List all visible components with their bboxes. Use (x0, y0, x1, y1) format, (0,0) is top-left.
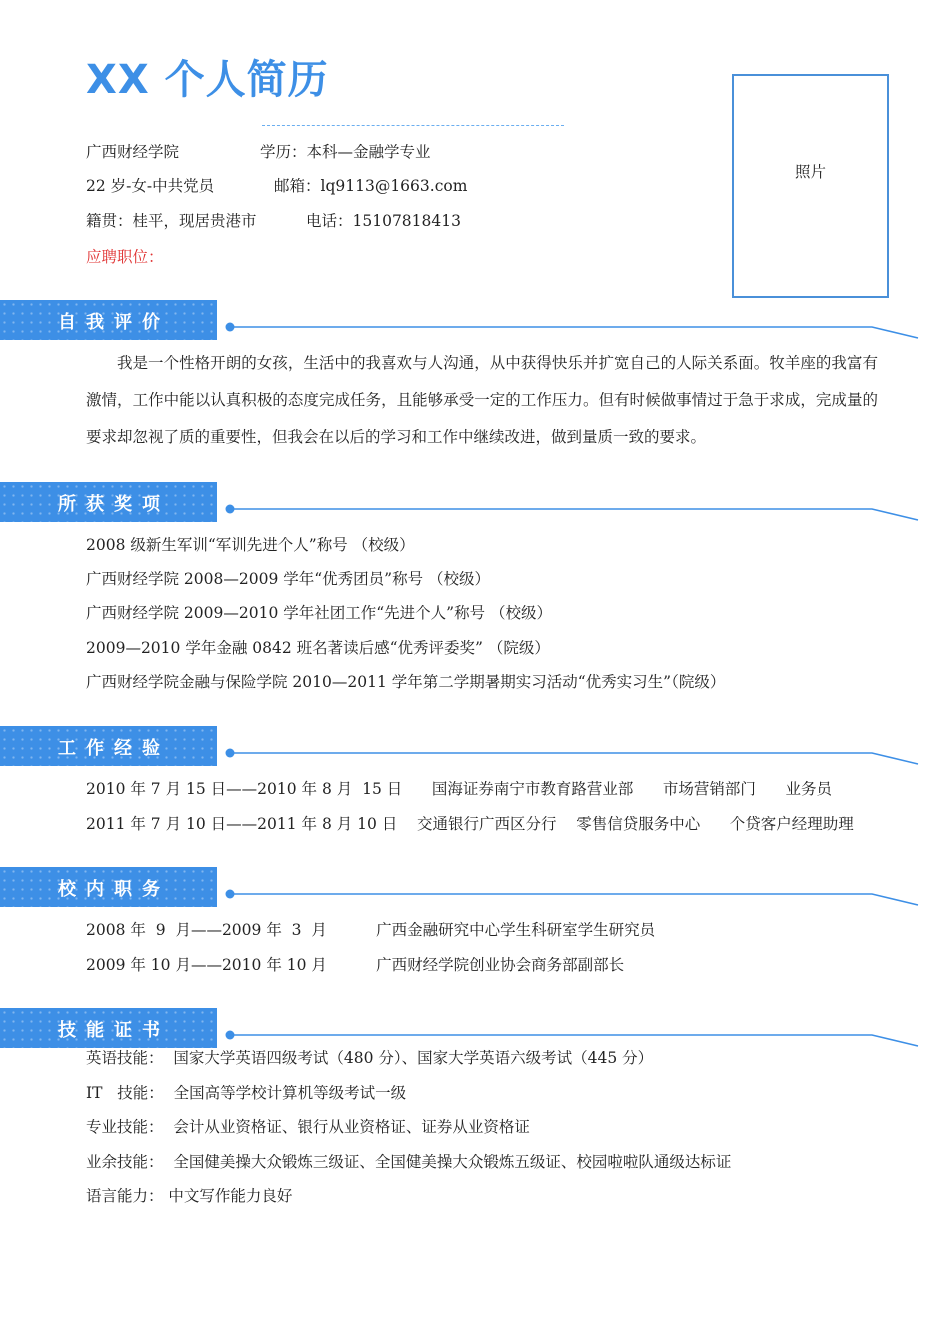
list-item: 广西财经学院 2008—2009 学年“优秀团员”称号 （校级） (86, 570, 491, 588)
self-eval-paragraph: 我是一个性格开朗的女孩，生活中的我喜欢与人沟通，从中获得快乐并扩宽自己的人际关系面。牧羊座的我富有激情，工作中能以认真积极的态度完成任务，且能够承受一定的工作压力。但有时候做事情过于急于求成，完成量的要求却忽视了质的重要性，但我会在以后的学习和工作中继续改进，做到量质一致的要求。 (86, 354, 878, 446)
section-title: 工作经验 (58, 738, 170, 759)
list-item: 2011 年 7 月 10 日——2011 年 8 月 10 日 交通银行广西区分行 零售信贷服务中心 个贷客户经理助理 (86, 815, 854, 833)
section-header-skills (0, 1008, 217, 1048)
list-item: 专业技能： 会计从业资格证、银行从业资格证、证券从业资格证 (86, 1118, 530, 1136)
list-item: 2010 年 7 月 15 日——2010 年 8 月 15 日 国海证券南宁市教育路营业部 市场营销部门 业务员 (86, 780, 832, 798)
resume-title: XX 个人简历 (86, 57, 329, 103)
list-item: 语言能力： 中文写作能力良好 (86, 1187, 293, 1205)
list-item: 2009—2010 学年金融 0842 班名著读后感“优秀评委奖” （院级） (86, 639, 550, 657)
section-title: 技能证书 (58, 1020, 170, 1041)
list-item: 广西财经学院 2009—2010 学年社团工作“先进个人”称号 （校级） (86, 604, 553, 622)
email-text: 邮箱：lq9113@1663.com (274, 177, 468, 195)
hometown-text: 籍贯：桂平，现居贵港市 (86, 212, 257, 230)
section-header-campus (0, 867, 217, 907)
section-header-awards (0, 482, 217, 522)
section-title: 校内职务 (58, 879, 170, 900)
section-header-work (0, 726, 217, 766)
position-label: 应聘职位： (86, 248, 164, 266)
education-text: 学历：本科—金融学专业 (260, 143, 431, 161)
list-item: 2009 年 10 月——2010 年 10 月 广西财经学院创业协会商务部副部长 (86, 956, 625, 974)
title-divider (262, 125, 564, 126)
school-text: 广西财经学院 (86, 143, 180, 161)
section-title: 自我评价 (58, 312, 170, 333)
photo-placeholder (732, 74, 889, 298)
list-item: 2008 级新生军训“军训先进个人”称号 （校级） (86, 536, 415, 554)
section-title: 所获奖项 (58, 494, 170, 515)
profile-text: 22 岁-女-中共党员 (86, 177, 215, 195)
list-item: 2008 年 9 月——2009 年 3 月 广西金融研究中心学生科研室学生研究员 (86, 921, 656, 939)
list-item: 英语技能： 国家大学英语四级考试（480 分）、国家大学英语六级考试（445 分） (86, 1049, 654, 1067)
list-item: IT 技能： 全国高等学校计算机等级考试一级 (86, 1084, 407, 1102)
section-header-self-eval (0, 300, 217, 340)
photo-label: 照片 (794, 163, 826, 181)
list-item: 广西财经学院金融与保险学院 2010—2011 学年第二学期暑期实习活动“优秀实习生”（院级） (86, 673, 726, 691)
phone-text: 电话：15107818413 (306, 212, 461, 230)
list-item: 业余技能： 全国健美操大众锻炼三级证、全国健美操大众锻炼五级证、校园啦啦队通级达标证 (86, 1153, 732, 1171)
